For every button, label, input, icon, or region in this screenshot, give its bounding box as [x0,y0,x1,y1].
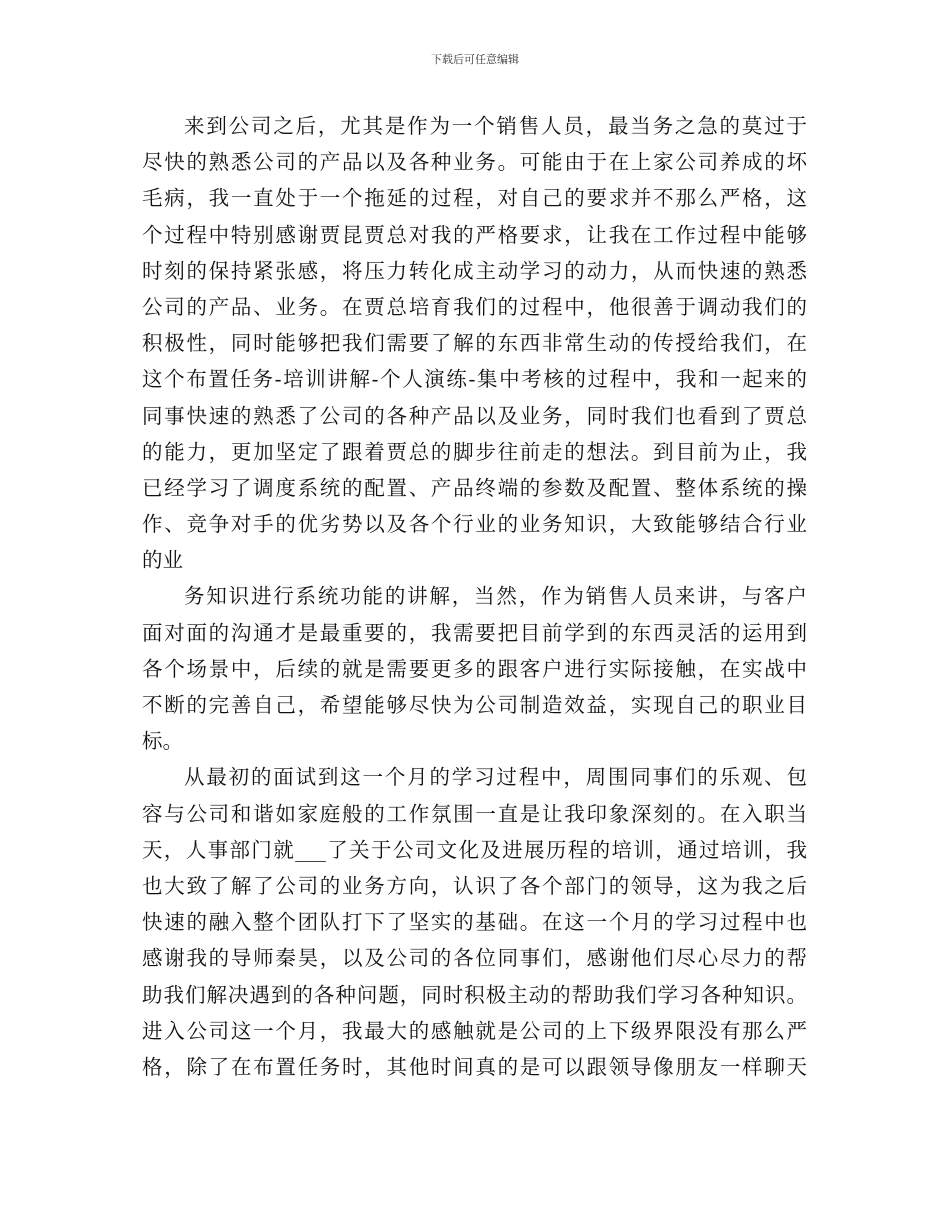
text-line: 不断的完善自己，希望能够尽快为公司制造效益，实现自己的职业目 [142,693,807,717]
text-line: 来到公司之后，尤其是作为一个销售人员，最当务之急的莫过于 [184,114,807,138]
text-line: 这个布置任务-培训讲解-个人演练-集中考核的过程中，我和一起来的 [142,367,807,392]
text-line: 容与公司和谐如家庭般的工作氛围一直是让我印象深刻的。在入职当 [142,801,807,826]
text-line: 各个场景中，后续的就是需要更多的跟客户进行实际接触，在实战中 [142,656,807,681]
text-line: 的能力，更加坚定了跟着贾总的脚步往前走的想法。到目前为止，我 [142,439,807,464]
page-header: 下载后可任意编辑 [431,53,519,66]
text-line: 积极性，同时能够把我们需要了解的东西非常生动的传授给我们，在 [142,331,807,356]
text-line: 也大致了解了公司的业务方向，认识了各个部门的领导，这为我之后 [142,873,807,898]
text-line: 天，人事部门就___了关于公司文化及进展历程的培训，通过培训，我 [142,837,807,862]
text-line: 同事快速的熟悉了公司的各种产品以及业务，同时我们也看到了贾总 [142,403,807,428]
text-line: 作、竞争对手的优劣势以及各个行业的业务知识，大致能够结合行业 [142,512,807,537]
text-line: 时刻的保持紧张感，将压力转化成主动学习的动力，从而快速的熟悉 [142,258,807,283]
text-line: 的业 [142,548,183,573]
text-line: 已经学习了调度系统的配置、产品终端的参数及配置、整体系统的操 [142,475,807,500]
text-line: 毛病，我一直处于一个拖延的过程，对自己的要求并不那么严格，这 [142,186,807,211]
text-line: 感谢我的导师秦昊，以及公司的各位同事们，感谢他们尽心尽力的帮 [142,946,807,971]
text-line: 公司的产品、业务。在贾总培育我们的过程中，他很善于调动我们的 [142,294,807,319]
text-line: 尽快的熟悉公司的产品以及各种业务。可能由于在上家公司养成的坏 [142,150,807,175]
text-line: 助我们解决遇到的各种问题，同时积极主动的帮助我们学习各种知识。 [142,982,807,1007]
text-line: 面对面的沟通才是最重要的，我需要把目前学到的东西灵活的运用到 [142,620,807,645]
text-line: 进入公司这一个月，我最大的感触就是公司的上下级界限没有那么严 [142,1018,807,1043]
text-line: 个过程中特别感谢贾昆贾总对我的严格要求，让我在工作过程中能够 [142,222,807,247]
text-line: 快速的融入整个团队打下了坚实的基础。在这一个月的学习过程中也 [142,910,807,935]
text-line: 务知识进行系统功能的讲解，当然，作为销售人员来讲，与客户 [184,584,807,609]
text-line: 从最初的面试到这一个月的学习过程中，周围同事们的乐观、包 [184,765,807,790]
text-line: 标。 [142,729,183,754]
text-line: 格，除了在布置任务时，其他时间真的是可以跟领导像朋友一样聊天 [142,1054,807,1079]
document-body [142,108,807,1085]
